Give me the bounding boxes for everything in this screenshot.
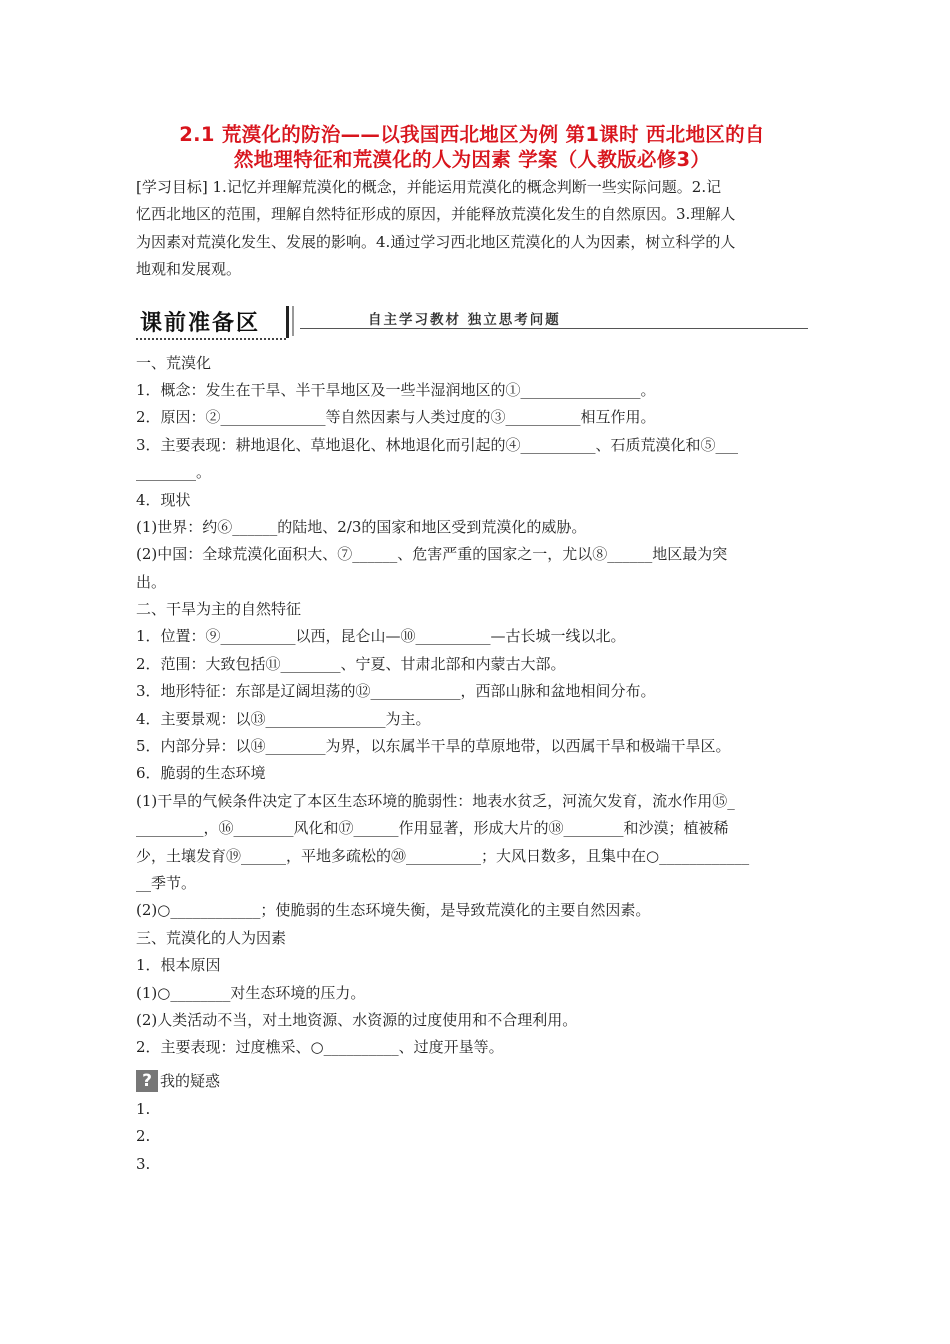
objectives-line: 地观和发展观。 (136, 260, 242, 279)
doubt-list (136, 1096, 808, 1178)
content-line: 2．主要表现：过度樵采、○__________、过度开垦等。 (136, 1038, 504, 1057)
section-banner (136, 304, 808, 344)
content-line: 6．脆弱的生态环境 (136, 764, 266, 783)
content-line: (1)世界：约⑥______的陆地、2/3的国家和地区受到荒漠化的威胁。 (136, 517, 587, 536)
document-title (130, 122, 814, 172)
question-icon: ? (136, 1070, 158, 1092)
content-line: _________，⑯________风化和⑰______作用显著，形成大片的⑱________和沙漠；植被稀 (136, 819, 729, 838)
content-line: 3．地形特征：东部是辽阔坦荡的⑫____________，西部山脉和盆地相间分布。 (136, 682, 656, 701)
title-line-2: 然地理特征和荒漠化的人为因素 学案（人教版必修3） (233, 148, 711, 171)
banner-subtitle: 自主学习教材 独立思考问题 (368, 311, 561, 328)
content-line: (2)人类活动不当，对土地资源、水资源的过度使用和不合理利用。 (136, 1010, 578, 1029)
learning-objectives (136, 174, 808, 284)
title-line-1: 2.1 荒漠化的防治——以我国西北地区为例 第1课时 西北地区的自 (179, 123, 765, 146)
document-page (136, 122, 808, 1178)
content-line: 二、干旱为主的自然特征 (136, 600, 302, 619)
doubt-item: 3. (136, 1154, 151, 1173)
banner-rule (300, 328, 808, 329)
objectives-line: [学习目标] 1.记忆并理解荒漠化的概念，并能运用荒漠化的概念判断一些实际问题。2.记 (136, 178, 722, 196)
content-line: 1．位置：⑨__________以西，昆仑山—⑩__________—古长城一线以北。 (136, 627, 626, 646)
objectives-line: 为因素对荒漠化发生、发展的影响。4.通过学习西北地区荒漠化的人为因素，树立科学的人 (136, 232, 736, 251)
objectives-line: 忆西北地区的范围，理解自然特征形成的原因，并能释放荒漠化发生的自然原因。3.理解人 (136, 205, 736, 224)
doubt-item: 2. (136, 1127, 151, 1146)
banner-title: 课前准备区 (140, 310, 261, 336)
banner-divider-bar-light (292, 306, 294, 336)
content-line: 1．根本原因 (136, 956, 221, 975)
content-line: 4．主要景观：以⑬________________为主。 (136, 709, 431, 728)
content-body (136, 350, 808, 1062)
content-line: (1)○________对生态环境的压力。 (136, 983, 366, 1002)
content-line: __季节。 (136, 873, 197, 892)
content-line: (1)干旱的气候条件决定了本区生态环境的脆弱性：地表水贫乏，河流欠发育，流水作用⑮_ (136, 791, 735, 810)
banner-divider-bar (286, 306, 289, 338)
content-line: 1．概念：发生在干旱、半干旱地区及一些半湿润地区的①________________。 (136, 380, 656, 399)
content-line: 2．原因：②______________等自然因素与人类过度的③__________相互作用。 (136, 408, 656, 427)
doubt-item: 1. (136, 1099, 151, 1118)
banner-dotted-underline (136, 338, 286, 340)
content-line: 出。 (136, 572, 167, 591)
content-line: (2)中国：全球荒漠化面积大、⑦______、危害严重的国家之一，尤以⑧______地区最为突 (136, 545, 728, 564)
content-line: 5．内部分异：以⑭________为界，以东属半干旱的草原地带，以西属干旱和极端干旱区。 (136, 737, 731, 756)
my-doubts-heading (136, 1066, 808, 1096)
content-line: 少，土壤发育⑲______，平地多疏松的⑳__________；大风日数多，且集中在○____________ (136, 846, 750, 865)
content-line: ________。 (136, 463, 212, 482)
content-line: 一、荒漠化 (136, 353, 212, 372)
content-line: 4．现状 (136, 490, 191, 509)
my-doubts-label: 我的疑惑 (160, 1072, 221, 1091)
content-line: 3．主要表现：耕地退化、草地退化、林地退化而引起的④__________、石质荒漠化和⑤___ (136, 435, 739, 454)
content-line: 2．范围：大致包括⑪________、宁夏、甘肃北部和内蒙古大部。 (136, 654, 566, 673)
content-line: (2)○____________；使脆弱的生态环境失衡，是导致荒漠化的主要自然因素。 (136, 901, 651, 920)
content-line: 三、荒漠化的人为因素 (136, 928, 287, 947)
